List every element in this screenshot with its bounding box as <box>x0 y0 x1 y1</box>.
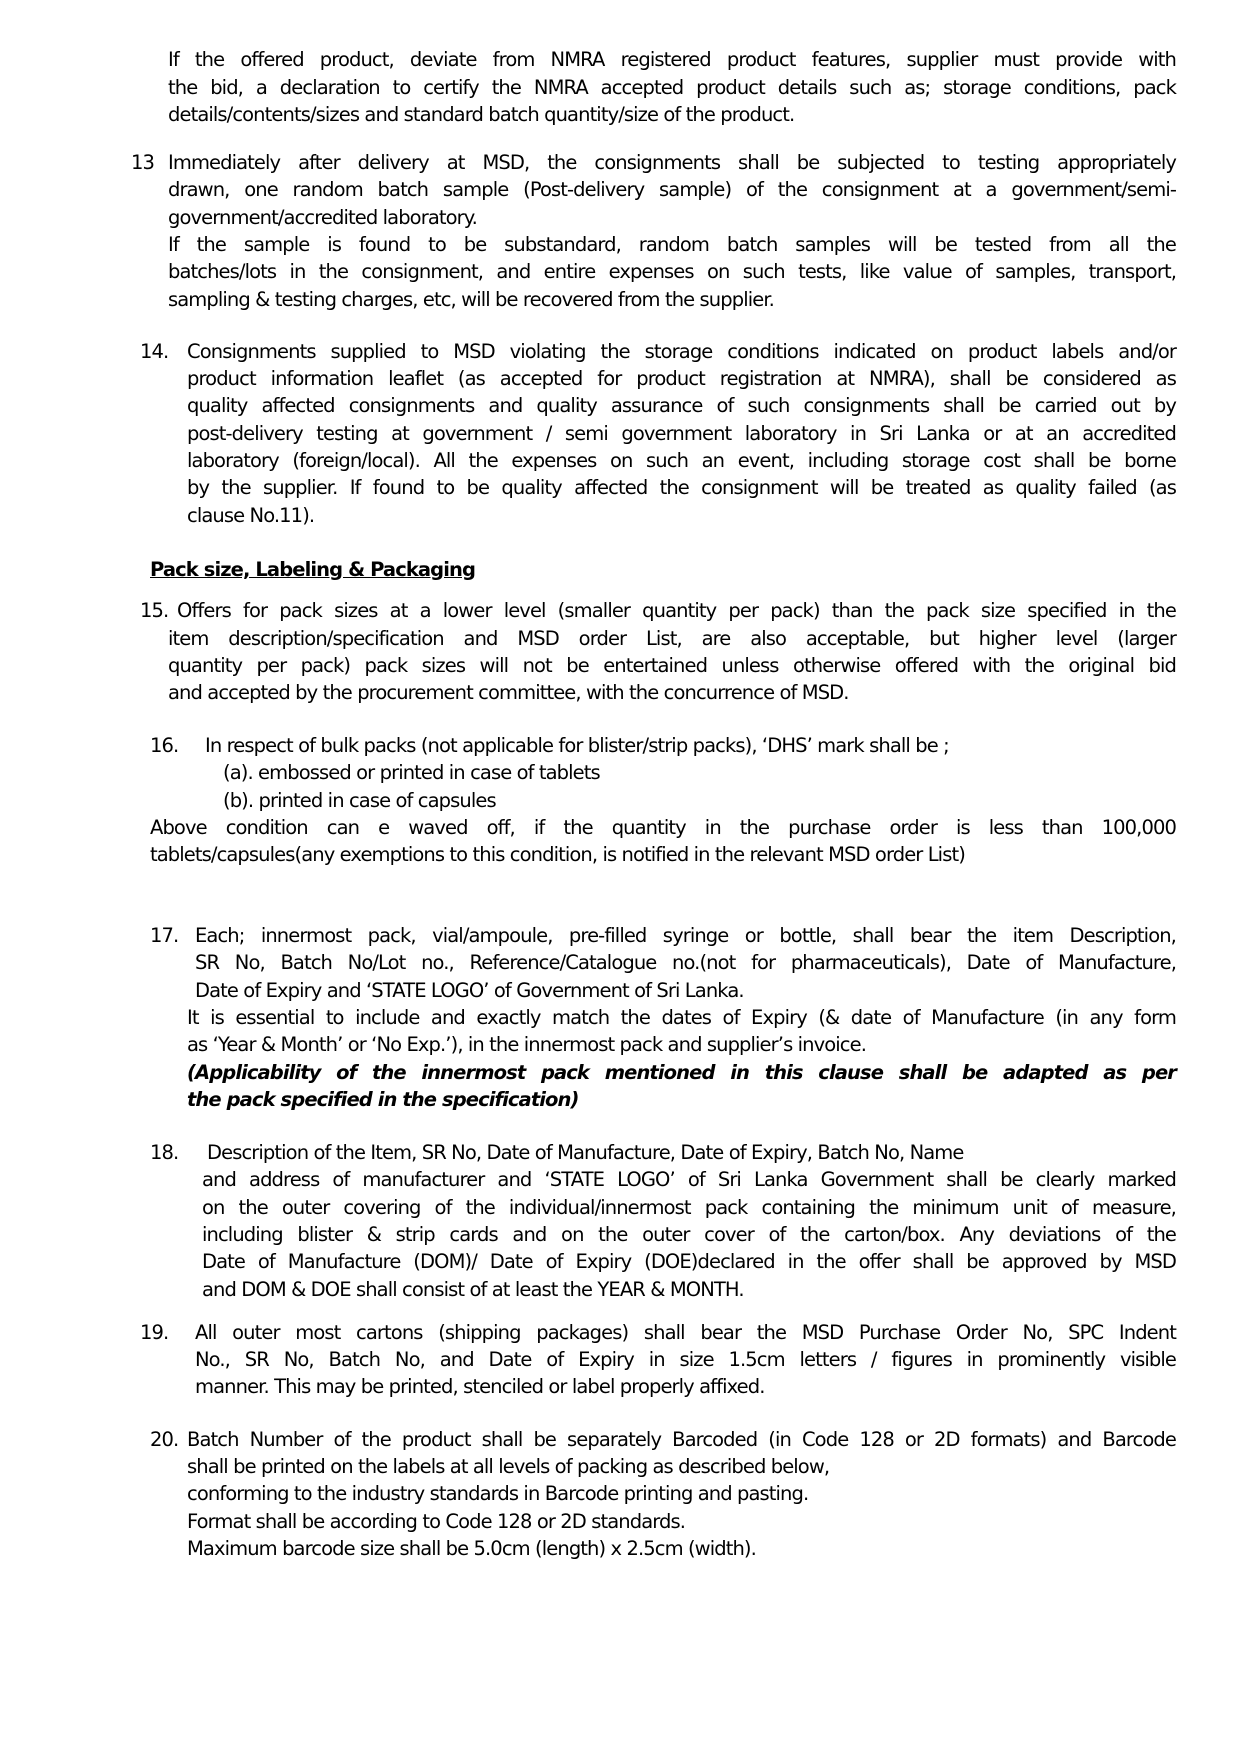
text-line: No., SR No, Batch No, and Date of Expiry in size 1.5cm letters / figures in prominently visible <box>195 1348 1176 1371</box>
text-line: It is essential to include and exactly match the dates of Expiry (& date of Manufacture (in any form <box>187 1006 1176 1029</box>
text-line: and address of manufacturer and ‘STATE LOGO’ of Sri Lanka Government shall be clearly marked <box>202 1168 1176 1191</box>
text-line: Description of the Item, SR No, Date of Manufacture, Date of Expiry, Batch No, Name <box>207 1141 964 1164</box>
text-line: quality affected consignments and quality assurance of such consignments shall be carried out by <box>187 394 1176 417</box>
clause-number: 17. <box>150 924 179 947</box>
text-line: conforming to the industry standards in Barcode printing and pasting. <box>187 1482 809 1505</box>
text-line: and DOM & DOE shall consist of at least the YEAR & MONTH. <box>202 1278 744 1301</box>
text-line: drawn, one random batch sample (Post-delivery sample) of the consignment at a government/semi- <box>168 178 1176 201</box>
text-line: Batch Number of the product shall be separately Barcoded (in Code 128 or 2D formats) and Barcode <box>187 1428 1176 1451</box>
text-line: details/contents/sizes and standard batch quantity/size of the product. <box>168 103 795 126</box>
section-heading: Pack size, Labeling & Packaging <box>150 558 476 581</box>
clause-number: 19. <box>140 1321 169 1344</box>
clause-number: 13 <box>131 151 155 174</box>
clause-number: 18. <box>150 1141 179 1164</box>
list-item-a: (a). embossed or printed in case of tablets <box>223 761 600 784</box>
text-line: In respect of bulk packs (not applicable for blister/strip packs), ‘DHS’ mark shall be ; <box>205 734 949 757</box>
text-line: batches/lots in the consignment, and entire expenses on such tests, like value of samples, transport, <box>168 260 1176 283</box>
text-line: Immediately after delivery at MSD, the consignments shall be subjected to testing appropriately <box>168 151 1176 174</box>
text-line: and accepted by the procurement committee, with the concurrence of MSD. <box>168 681 849 704</box>
text-line: clause No.11). <box>187 504 315 527</box>
text-line: as ‘Year & Month’ or ‘No Exp.’), in the innermost pack and supplier’s invoice. <box>187 1033 867 1056</box>
text-line: laboratory (foreign/local). All the expenses on such an event, including storage cost shall be borne <box>187 449 1176 472</box>
text-line: Above condition can e waved off, if the quantity in the purchase order is less than 100,000 <box>150 816 1176 839</box>
text-line: Date of Expiry and ‘STATE LOGO’ of Government of Sri Lanka. <box>195 979 744 1002</box>
text-line: item description/specification and MSD order List, are also acceptable, but higher level (larger <box>168 627 1176 650</box>
clause-number: 16. <box>150 734 179 757</box>
clause-number: 14. <box>140 340 169 363</box>
clause-number: 20. <box>150 1428 179 1451</box>
text-line: manner. This may be printed, stenciled or label properly affixed. <box>195 1375 765 1398</box>
text-line: If the sample is found to be substandard, random batch samples will be tested from all the <box>168 233 1176 256</box>
text-line: on the outer covering of the individual/innermost pack containing the minimum unit of measure, <box>202 1196 1176 1219</box>
text-line: quantity per pack) pack sizes will not be entertained unless otherwise offered with the original bid <box>168 654 1176 677</box>
clause-number: 15. <box>140 599 169 622</box>
text-line: Offers for pack sizes at a lower level (smaller quantity per pack) than the pack size specified in the <box>177 599 1176 622</box>
text-line: shall be printed on the labels at all levels of packing as described below, <box>187 1455 830 1478</box>
text-line: Maximum barcode size shall be 5.0cm (length) x 2.5cm (width). <box>187 1537 756 1560</box>
text-line: tablets/capsules(any exemptions to this condition, is notified in the relevant MSD order List) <box>150 843 965 866</box>
text-line: Format shall be according to Code 128 or 2D standards. <box>187 1510 686 1533</box>
text-line: post-delivery testing at government / semi government laboratory in Sri Lanka or at an accredited <box>187 422 1176 445</box>
text-line: If the offered product, deviate from NMRA registered product features, supplier must provide with <box>168 48 1176 71</box>
text-line: by the supplier. If found to be quality affected the consignment will be treated as quality failed (as <box>187 476 1176 499</box>
text-line: Date of Manufacture (DOM)/ Date of Expiry (DOE)declared in the offer shall be approved by MSD <box>202 1250 1176 1273</box>
text-line: product information leaflet (as accepted for product registration at NMRA), shall be considered as <box>187 367 1176 390</box>
text-line: the bid, a declaration to certify the NMRA accepted product details such as; storage conditions, pack <box>168 76 1176 99</box>
text-line: SR No, Batch No/Lot no., Reference/Catalogue no.(not for pharmaceuticals), Date of Manufacture, <box>195 951 1176 974</box>
list-item-b: (b). printed in case of capsules <box>223 789 496 812</box>
text-line: All outer most cartons (shipping packages) shall bear the MSD Purchase Order No, SPC Indent <box>195 1321 1176 1344</box>
italic-note: the pack specified in the specification) <box>187 1088 579 1111</box>
italic-note: (Applicability of the innermost pack mentioned in this clause shall be adapted as per <box>187 1061 1176 1084</box>
text-line: including blister & strip cards and on the outer cover of the carton/box. Any deviations of the <box>202 1223 1176 1246</box>
text-line: sampling & testing charges, etc, will be recovered from the supplier. <box>168 288 774 311</box>
text-line: Each; innermost pack, vial/ampoule, pre-filled syringe or bottle, shall bear the item Description, <box>195 924 1176 947</box>
text-line: Consignments supplied to MSD violating the storage conditions indicated on product labels and/or <box>187 340 1176 363</box>
text-line: government/accredited laboratory. <box>168 206 477 229</box>
